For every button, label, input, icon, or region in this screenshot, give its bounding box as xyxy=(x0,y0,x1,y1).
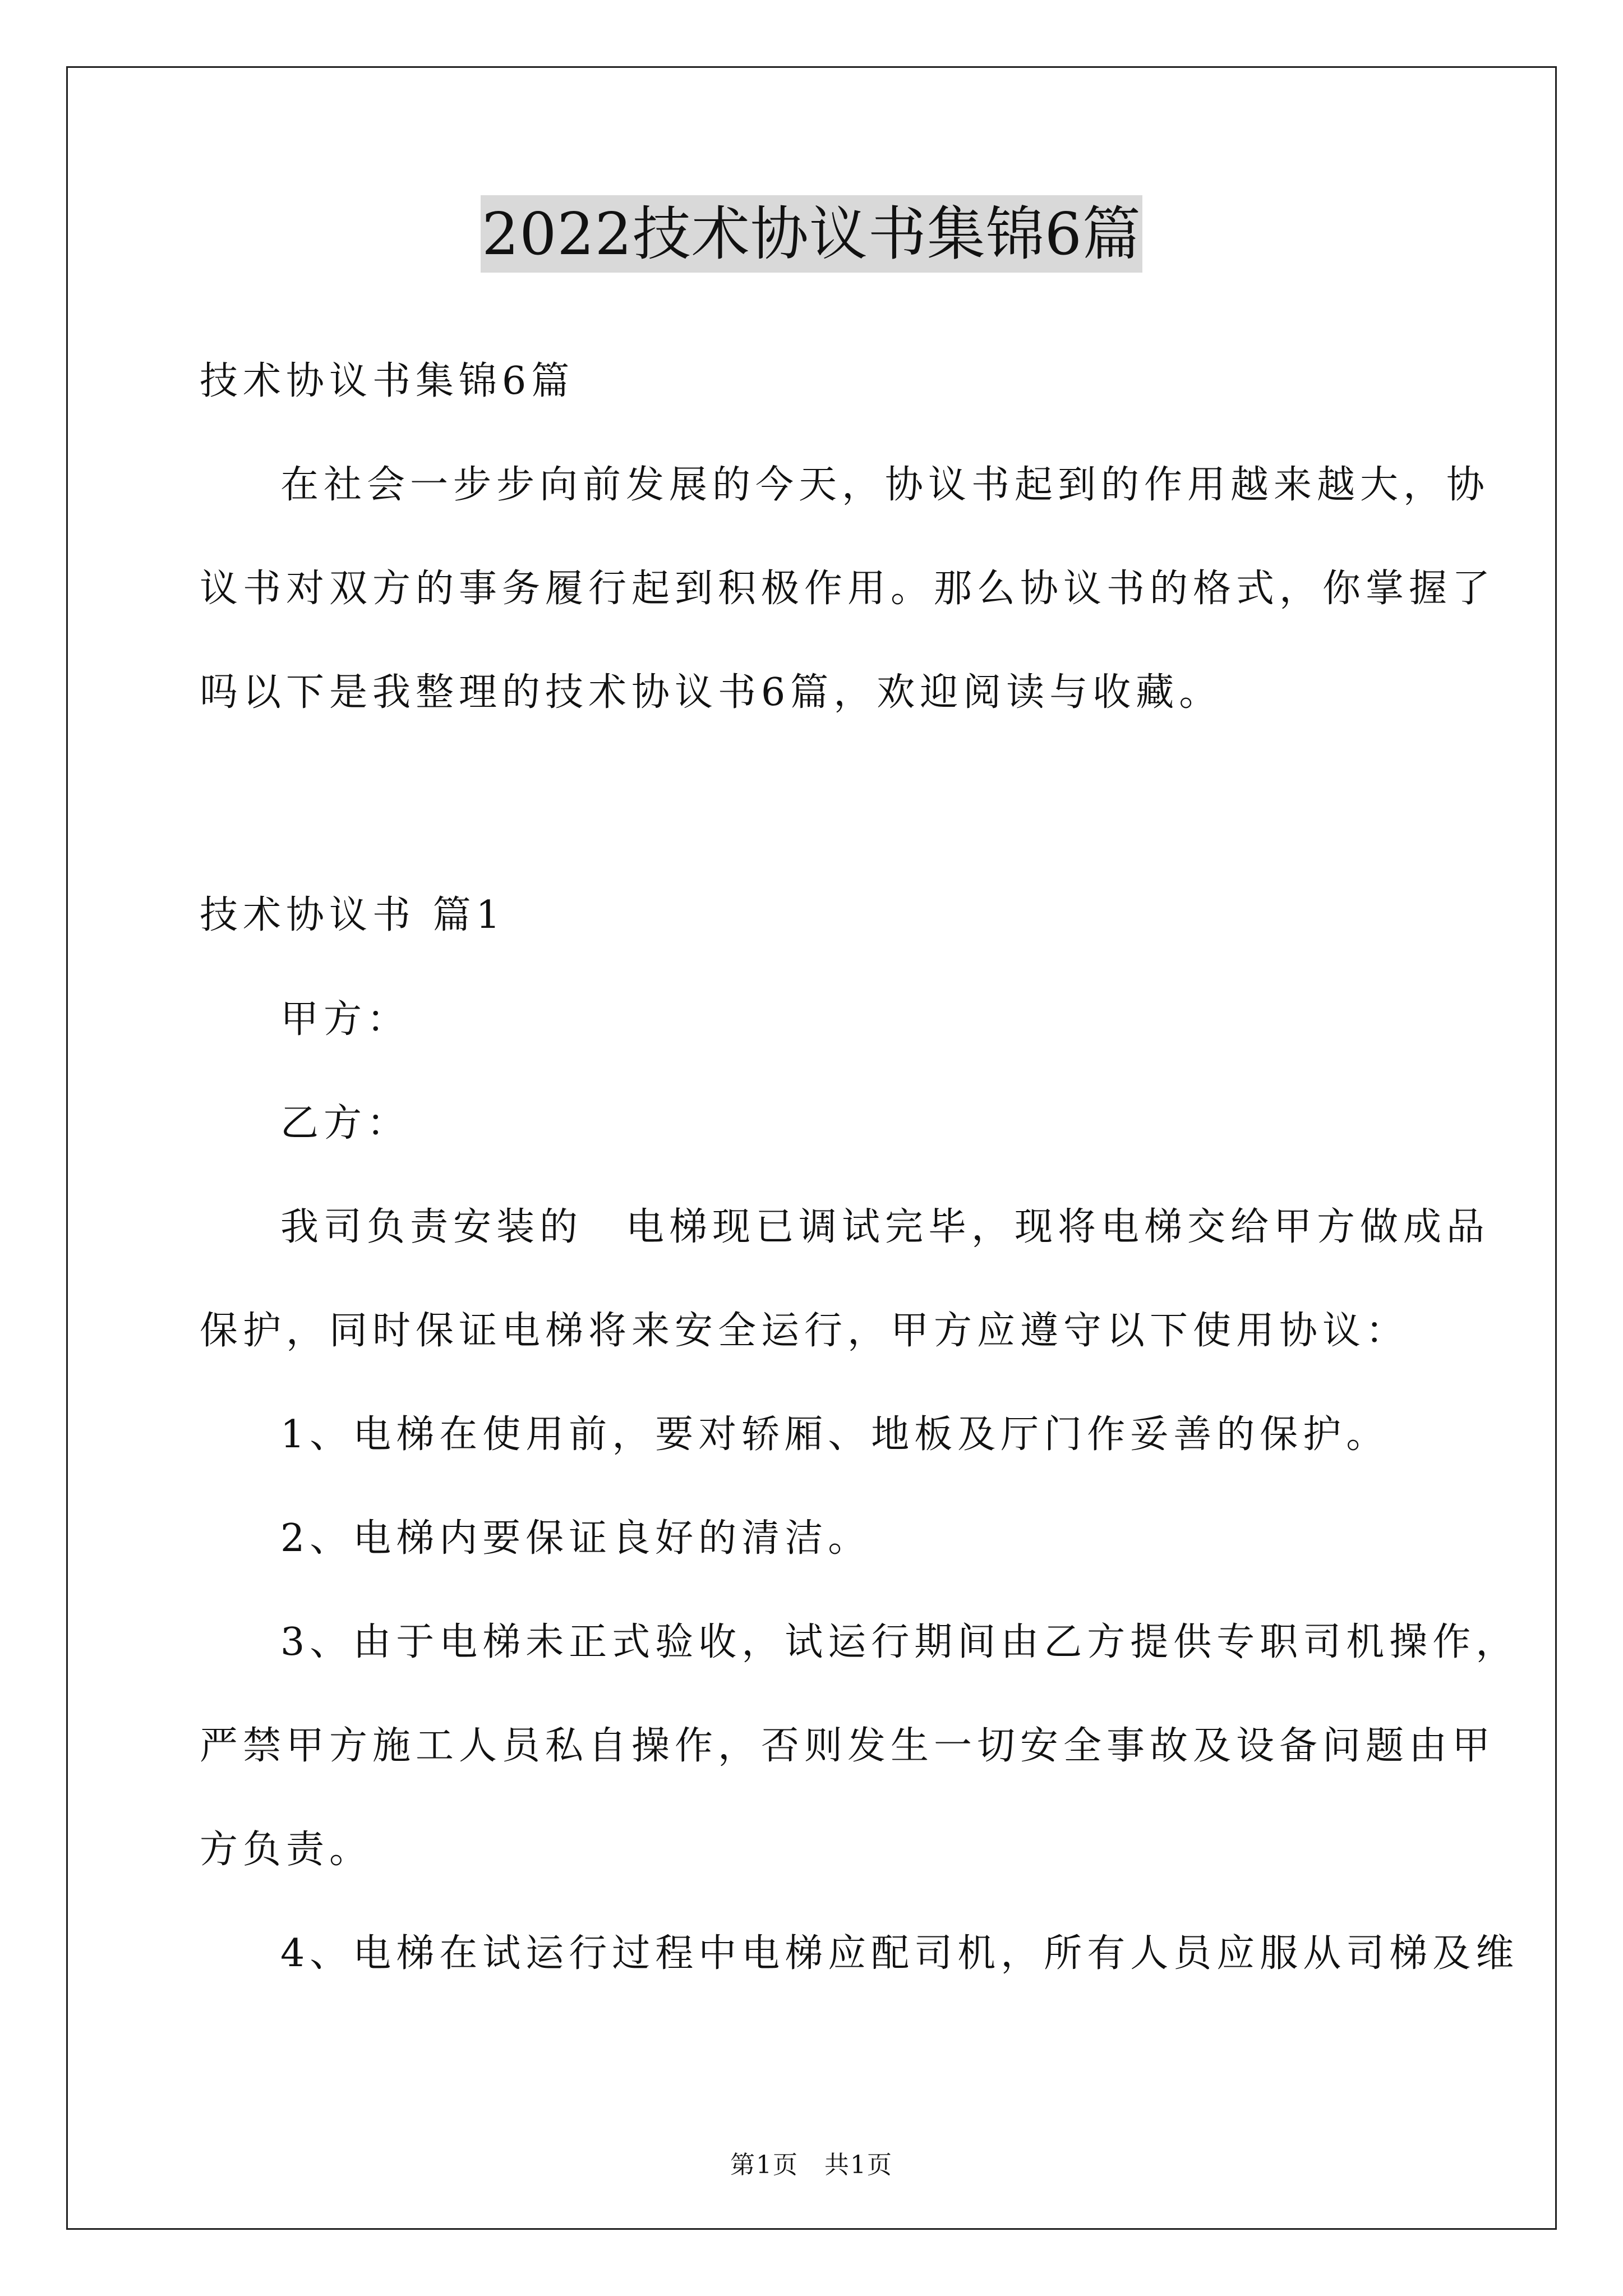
party-a-label: 甲方： xyxy=(280,997,411,1042)
intro-line-2: 议书对双方的事务履行起到积极作用。那么协议书的格式，你掌握了 xyxy=(200,567,1496,611)
body-line-1: 我司负责安装的 电梯现已调试完毕，现将电梯交给甲方做成品 xyxy=(280,1205,1490,1249)
document-title-text: 2022技术协议书集锦6篇 xyxy=(481,195,1142,273)
document-title xyxy=(0,192,1623,276)
intro-line-1: 在社会一步步向前发展的今天，协议书起到的作用越来越大，协 xyxy=(280,463,1490,507)
section-heading: 技术协议书 篇1 xyxy=(200,893,505,937)
body-line-5: 3、由于电梯未正式验收，试运行期间由乙方提供专职司机操作， xyxy=(280,1620,1519,1664)
document-subtitle: 技术协议书集锦6篇 xyxy=(200,359,575,403)
party-b-label: 乙方： xyxy=(280,1101,411,1145)
page-footer: 第1页 共1页 xyxy=(730,2151,893,2179)
intro-line-3: 吗以下是我整理的技术协议书6篇，欢迎阅读与收藏。 xyxy=(200,670,1223,715)
body-line-2: 保护，同时保证电梯将来安全运行，甲方应遵守以下使用协议： xyxy=(200,1309,1409,1353)
body-line-4: 2、电梯内要保证良好的清洁。 xyxy=(280,1516,872,1561)
body-line-8: 4、电梯在试运行过程中电梯应配司机，所有人员应服从司梯及维 xyxy=(280,1931,1519,1976)
body-line-7: 方负责。 xyxy=(200,1828,373,1872)
body-line-6: 严禁甲方施工人员私自操作，否则发生一切安全事故及设备问题由甲 xyxy=(200,1724,1496,1768)
body-line-3: 1、电梯在使用前，要对轿厢、地板及厅门作妥善的保护。 xyxy=(280,1412,1390,1457)
